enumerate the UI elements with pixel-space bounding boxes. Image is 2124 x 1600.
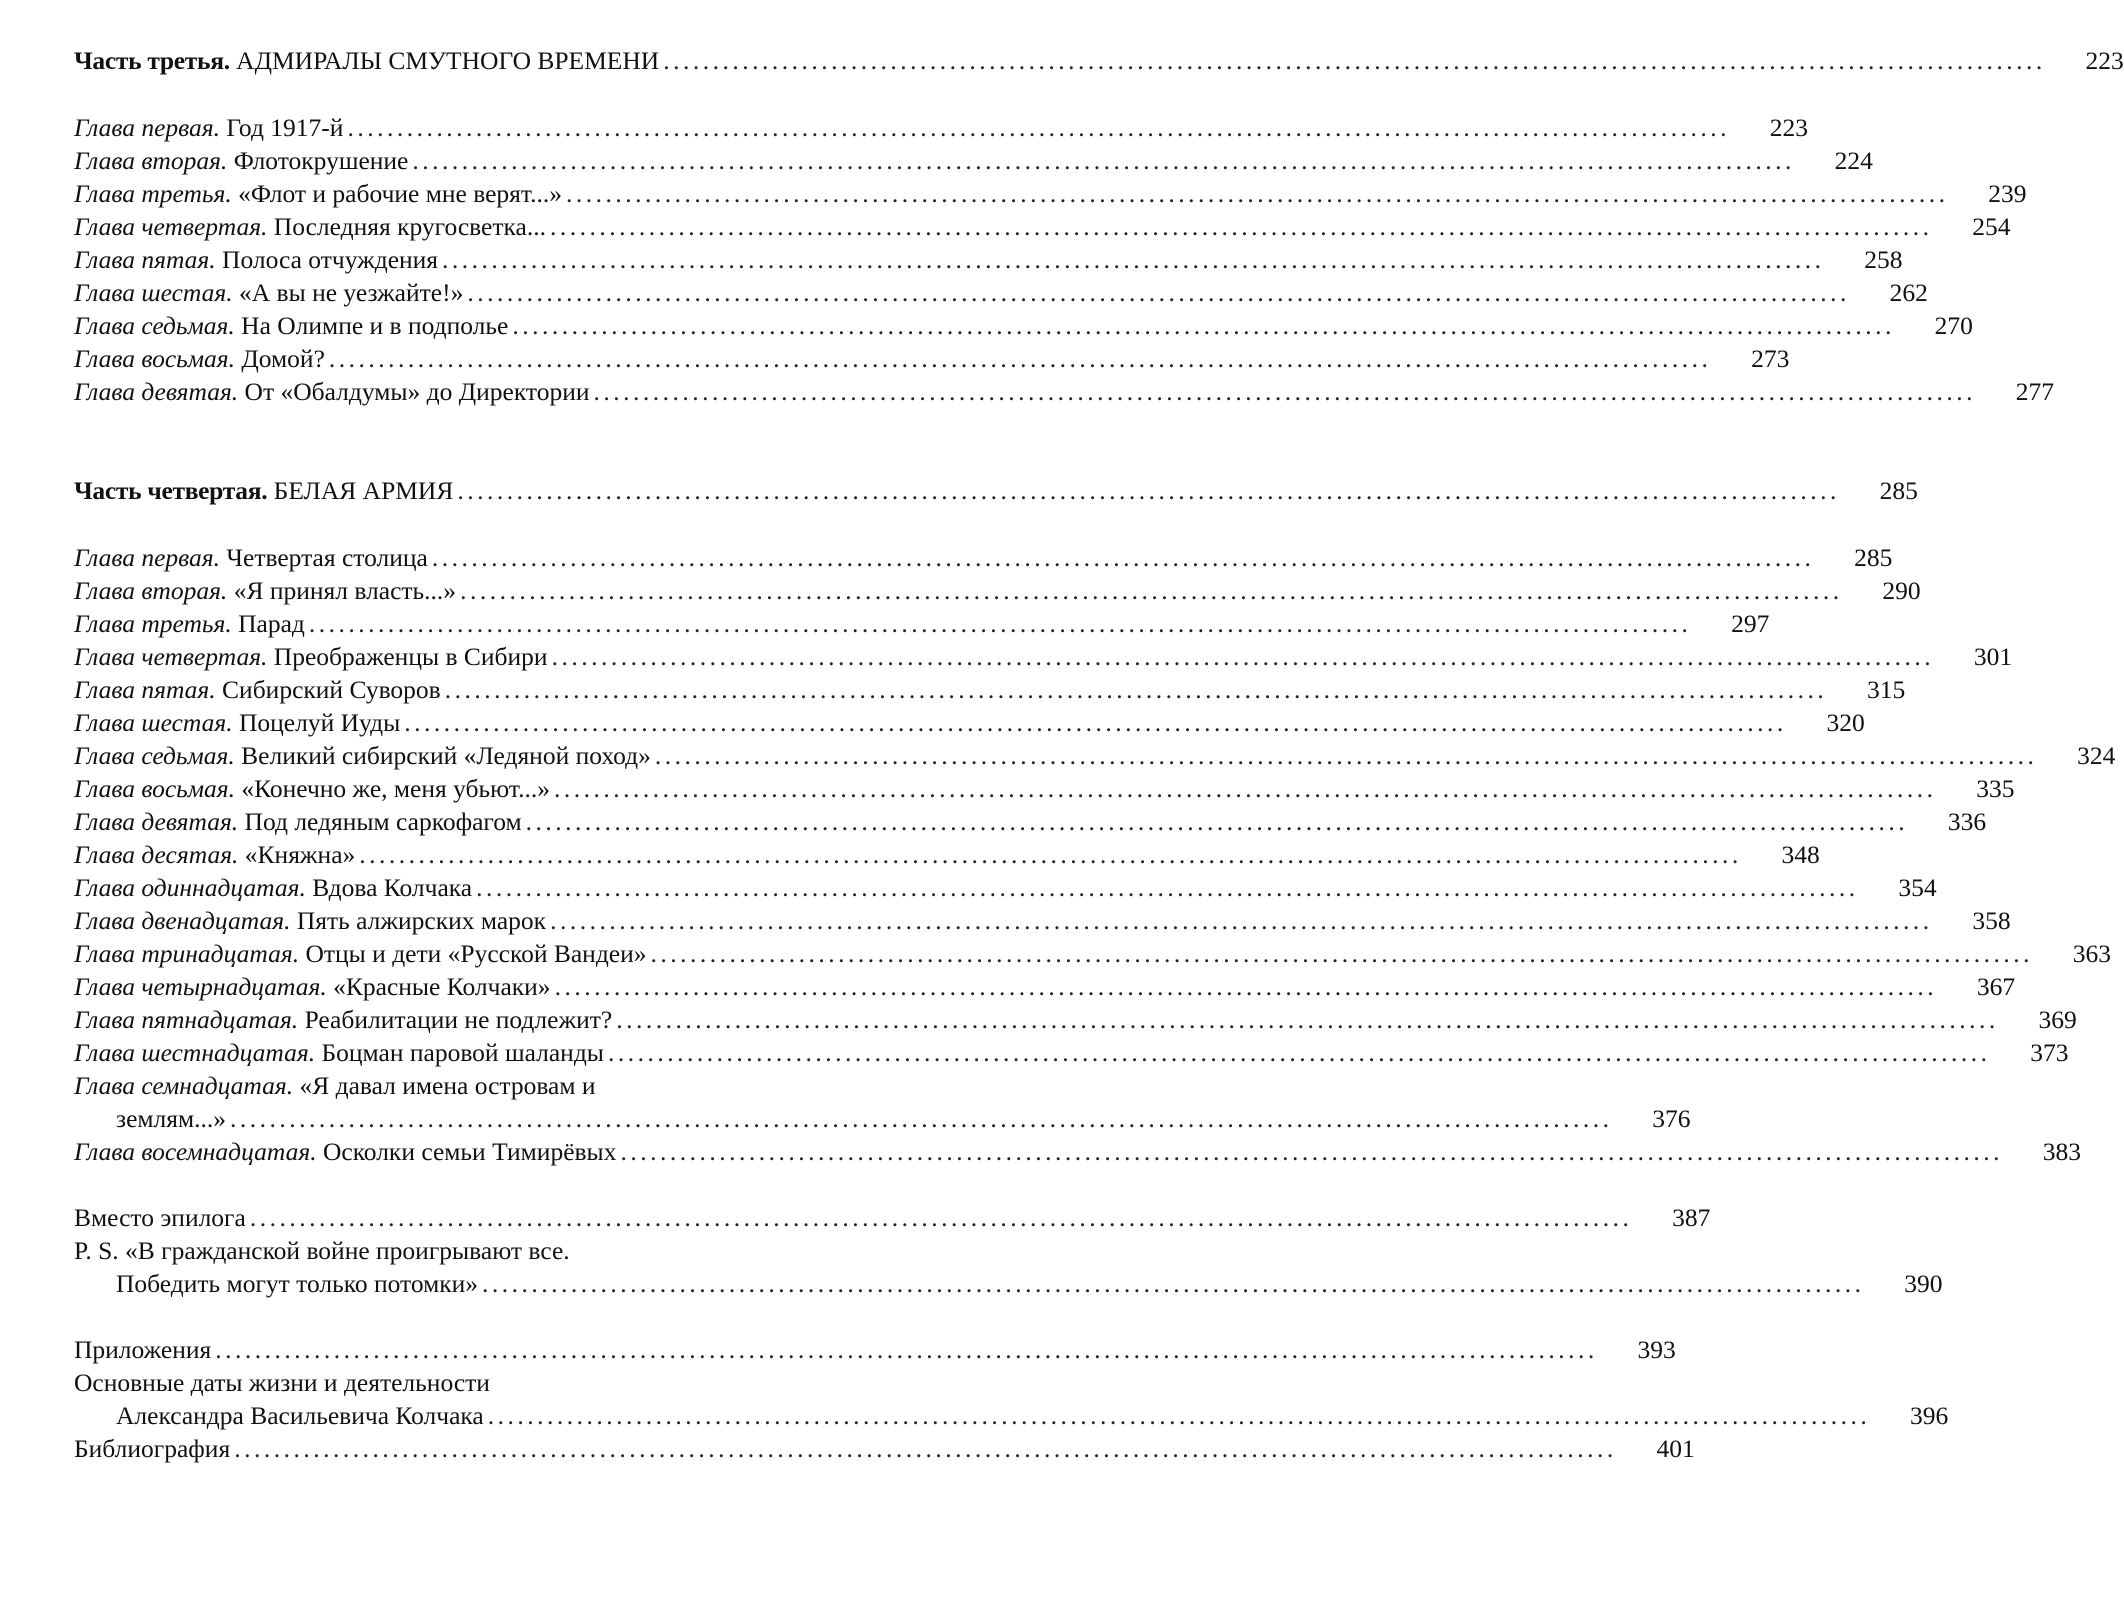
page-number: 285 bbox=[1854, 543, 1893, 572]
dot-leader: ............................................................................................................................................ bbox=[553, 774, 1937, 803]
toc-chapter-row[interactable] bbox=[74, 970, 2016, 1003]
dot-leader: ............................................................................................................................................ bbox=[551, 642, 1935, 671]
chapter-label: Глава третья. bbox=[74, 179, 232, 208]
toc-dates-row-continuation[interactable] bbox=[74, 1399, 1949, 1432]
dot-leader: ............................................................................................................................................ bbox=[525, 807, 1909, 836]
page-number: 367 bbox=[1976, 972, 2016, 1001]
chapter-title: «Красные Колчаки» bbox=[326, 972, 551, 1001]
chapter-label: Глава пятнадцатая. bbox=[74, 1005, 299, 1034]
chapter-title: «А вы не уезжайте!» bbox=[232, 278, 464, 307]
chapter-title: Полоса отчуждения bbox=[215, 245, 439, 274]
dot-leader: ............................................................................................................................................ bbox=[554, 972, 1938, 1001]
chapter-label: Глава девятая. bbox=[74, 807, 239, 836]
chapter-title: Под ледяным саркофагом bbox=[238, 807, 522, 836]
ps-title: P. S. «В гражданской войне проигрывают все. bbox=[74, 1236, 570, 1265]
page-number: 224 bbox=[1834, 146, 1873, 175]
ps-title-continuation: Победить могут только потомки» bbox=[116, 1269, 479, 1298]
page-number: 301 bbox=[1973, 642, 2013, 671]
table-of-contents bbox=[74, 44, 2124, 1465]
chapter-label: Глава пятая. bbox=[74, 245, 216, 274]
chapter-title: «Я давал имена островам и bbox=[293, 1071, 596, 1100]
part-label: Часть третья. bbox=[74, 46, 230, 75]
dot-leader: ............................................................................................................................................ bbox=[404, 708, 1787, 737]
page-number: 336 bbox=[1947, 807, 1987, 836]
chapter-label: Глава восьмая. bbox=[74, 774, 236, 803]
dot-leader: ............................................................................................................................................ bbox=[442, 245, 1825, 274]
page-number: 270 bbox=[1934, 311, 1973, 340]
dot-leader: ............................................................................................................................................ bbox=[512, 311, 1895, 340]
dot-leader: ............................................................................................................................................ bbox=[650, 939, 2034, 968]
chapter-title: Сибирский Суворов bbox=[215, 675, 441, 704]
chapter-label: Глава десятая. bbox=[74, 840, 239, 869]
toc-chapter-row[interactable] bbox=[74, 871, 1937, 904]
chapter-label: Глава третья. bbox=[74, 609, 232, 638]
chapter-label: Глава четвертая. bbox=[74, 642, 268, 671]
toc-chapter-row[interactable] bbox=[74, 309, 1973, 342]
chapter-label: Глава седьмая. bbox=[74, 311, 235, 340]
chapter-title: Великий сибирский «Ледяной поход» bbox=[234, 741, 651, 770]
chapter-label: Глава одиннадцатая. bbox=[74, 873, 306, 902]
dot-leader: ............................................................................................................................................ bbox=[460, 576, 1843, 605]
chapter-label: Глава четвертая. bbox=[74, 212, 268, 241]
chapter-label: Глава седьмая. bbox=[74, 741, 235, 770]
chapter-label: Глава двенадцатая. bbox=[74, 906, 291, 935]
chapter-title: Вдова Колчака bbox=[305, 873, 473, 902]
part-label: Часть четвертая. bbox=[74, 476, 268, 505]
toc-chapter-row[interactable] bbox=[74, 805, 1987, 838]
page-number: 396 bbox=[1909, 1401, 1949, 1430]
chapter-label: Глава семнадцатая. bbox=[74, 1071, 294, 1100]
page-number: 369 bbox=[2038, 1005, 2077, 1034]
chapter-label: Глава вторая. bbox=[74, 146, 228, 175]
dot-leader: ............................................................................................................................................ bbox=[347, 113, 1730, 142]
dates-title: Основные даты жизни и деятельности bbox=[74, 1368, 490, 1397]
dot-leader: ............................................................................................................................................ bbox=[215, 1335, 1598, 1364]
chapter-label: Глава тринадцатая. bbox=[74, 939, 300, 968]
toc-chapter-row[interactable] bbox=[74, 1135, 2081, 1168]
page-number: 335 bbox=[1976, 774, 2015, 803]
toc-dates-row-first-line[interactable] bbox=[74, 1366, 904, 1399]
dot-leader: ............................................................................................................................................ bbox=[550, 906, 1933, 935]
toc-chapter-row[interactable] bbox=[74, 640, 2013, 673]
page-number: 290 bbox=[1882, 576, 1921, 605]
page-number: 239 bbox=[1988, 179, 2027, 208]
page-number: 277 bbox=[2015, 377, 2055, 406]
dot-leader: ............................................................................................................................................ bbox=[328, 344, 1712, 373]
dates-title-continuation: Александра Васильевича Колчака bbox=[116, 1401, 484, 1430]
page-number: 297 bbox=[1731, 609, 1770, 638]
toc-chapter-row[interactable] bbox=[74, 243, 1903, 276]
toc-part-chapters bbox=[74, 541, 2116, 1168]
dot-leader: ............................................................................................................................................ bbox=[467, 278, 1850, 307]
dot-leader: ............................................................................................................................................ bbox=[359, 840, 1742, 869]
chapter-label: Глава девятая. bbox=[74, 377, 239, 406]
chapter-title: Флотокрушение bbox=[227, 146, 409, 175]
toc-chapter-row[interactable] bbox=[74, 673, 1906, 706]
page-number: 393 bbox=[1637, 1335, 1676, 1364]
page-number: 387 bbox=[1672, 1203, 1711, 1232]
chapter-title: «Конечно же, меня убьют...» bbox=[235, 774, 550, 803]
dot-leader: ............................................................................................................................................ bbox=[308, 609, 1692, 638]
page-number: 258 bbox=[1864, 245, 1903, 274]
chapter-label: Глава восемнадцатая. bbox=[74, 1137, 317, 1166]
toc-chapter-row[interactable] bbox=[74, 177, 2027, 210]
page-number: 383 bbox=[2042, 1137, 2081, 1166]
epilogue-title: Вместо эпилога bbox=[74, 1203, 246, 1232]
toc-bibliography-row[interactable] bbox=[74, 1432, 1695, 1465]
bibliography-title: Библиография bbox=[74, 1434, 231, 1463]
toc-part-heading[interactable] bbox=[74, 474, 1918, 507]
toc-chapter-row[interactable] bbox=[74, 144, 1873, 177]
toc-chapter-row[interactable] bbox=[74, 1003, 2077, 1036]
dot-leader: ............................................................................................................................................ bbox=[476, 873, 1859, 902]
page-number: 354 bbox=[1898, 873, 1937, 902]
dot-leader: ............................................................................................................................................ bbox=[654, 741, 2038, 770]
chapter-title: «Флот и рабочие мне верят...» bbox=[231, 179, 562, 208]
page-number: 390 bbox=[1904, 1269, 1943, 1298]
dot-leader: ............................................................................................................................................ bbox=[593, 377, 1977, 406]
chapter-label: Глава восьмая. bbox=[74, 344, 236, 373]
dot-leader: ............................................................................................................................................ bbox=[566, 179, 1949, 208]
toc-chapter-row[interactable] bbox=[74, 574, 1921, 607]
toc-ps-row-first-line[interactable] bbox=[74, 1234, 904, 1267]
chapter-title: Преображенцы в Сибири bbox=[267, 642, 548, 671]
toc-chapter-row[interactable] bbox=[74, 541, 1893, 574]
dot-leader: ............................................................................................................................................ bbox=[620, 1137, 2003, 1166]
chapter-label: Глава шестая. bbox=[74, 708, 233, 737]
chapter-label: Глава пятая. bbox=[74, 675, 216, 704]
toc-appendix-section bbox=[74, 1333, 1949, 1465]
page-number: 273 bbox=[1751, 344, 1790, 373]
page-number: 262 bbox=[1889, 278, 1928, 307]
toc-chapter-row[interactable] bbox=[74, 739, 2116, 772]
page-number: 223 bbox=[2085, 46, 2124, 75]
toc-ps-row-continuation[interactable] bbox=[74, 1267, 1943, 1300]
toc-chapter-row[interactable] bbox=[74, 937, 2112, 970]
dot-leader: ............................................................................................................................................ bbox=[549, 212, 1933, 241]
chapter-title: «Княжна» bbox=[238, 840, 356, 869]
chapter-label: Глава четырнадцатая. bbox=[74, 972, 327, 1001]
chapter-label: Глава первая. bbox=[74, 543, 221, 572]
chapter-title: Парад bbox=[231, 609, 305, 638]
page-number: 348 bbox=[1781, 840, 1820, 869]
chapter-title-continuation: землям...» bbox=[116, 1104, 226, 1133]
page-number: 315 bbox=[1866, 675, 1906, 704]
page-number: 320 bbox=[1826, 708, 1865, 737]
dot-leader: ............................................................................................................................................ bbox=[234, 1434, 1617, 1463]
chapter-title: Домой? bbox=[235, 344, 325, 373]
toc-chapter-row[interactable] bbox=[74, 607, 1770, 640]
page-number: 376 bbox=[1652, 1104, 1691, 1133]
chapter-title: Последняя кругосветка... bbox=[267, 212, 546, 241]
dot-leader: ............................................................................................................................................ bbox=[444, 675, 1828, 704]
toc-chapter-row[interactable] bbox=[74, 276, 1928, 309]
toc-chapter-row-first-line[interactable] bbox=[74, 1069, 904, 1102]
toc-chapter-row[interactable] bbox=[74, 111, 1808, 144]
page-number: 373 bbox=[2030, 1038, 2069, 1067]
chapter-title: От «Обалдумы» до Директории bbox=[238, 377, 590, 406]
dot-leader: ............................................................................................................................................ bbox=[607, 1038, 1991, 1067]
toc-chapter-row-continuation[interactable] bbox=[74, 1102, 1691, 1135]
chapter-title: Год 1917-й bbox=[220, 113, 344, 142]
toc-part-chapters bbox=[74, 111, 2055, 408]
page-number: 285 bbox=[1879, 476, 1918, 505]
chapter-label: Глава первая. bbox=[74, 113, 221, 142]
chapter-title: Поцелуй Иуды bbox=[232, 708, 401, 737]
toc-chapter-row[interactable] bbox=[74, 375, 2055, 408]
dot-leader: ............................................................................................................................................ bbox=[487, 1401, 1871, 1430]
chapter-label: Глава шестнадцатая. bbox=[74, 1038, 316, 1067]
dot-leader: ............................................................................................................................................ bbox=[230, 1104, 1613, 1133]
toc-chapter-row[interactable] bbox=[74, 904, 2011, 937]
toc-chapter-row[interactable] bbox=[74, 342, 1790, 375]
page-number: 324 bbox=[2077, 741, 2116, 770]
dot-leader: ............................................................................................................................................ bbox=[616, 1005, 1999, 1034]
chapter-title: Отцы и дети «Русской Вандеи» bbox=[299, 939, 647, 968]
chapter-title: Четвертая столица bbox=[220, 543, 428, 572]
chapter-title: Осколки семьи Тимирёвых bbox=[316, 1137, 617, 1166]
toc-chapter-row[interactable] bbox=[74, 1036, 2069, 1069]
toc-epilogue-section bbox=[74, 1201, 1943, 1300]
dot-leader: ............................................................................................................................................ bbox=[457, 476, 1840, 505]
chapter-title: Боцман паровой шаланды bbox=[315, 1038, 604, 1067]
chapter-title: «Я принял власть...» bbox=[227, 576, 457, 605]
dot-leader: ............................................................................................................................................ bbox=[412, 146, 1795, 175]
dot-leader: ............................................................................................................................................ bbox=[482, 1269, 1865, 1298]
chapter-title: Реабилитации не подлежит? bbox=[298, 1005, 613, 1034]
chapter-label: Глава шестая. bbox=[74, 278, 233, 307]
chapter-title: На Олимпе и в подполье bbox=[234, 311, 509, 340]
dot-leader: ............................................................................................................................................ bbox=[663, 46, 2046, 75]
part-title: АДМИРАЛЫ СМУТНОГО ВРЕМЕНИ bbox=[229, 46, 660, 75]
page-number: 254 bbox=[1972, 212, 2011, 241]
toc-appendix-row[interactable] bbox=[74, 1333, 1676, 1366]
toc-chapter-row[interactable] bbox=[74, 772, 2015, 805]
page-number: 223 bbox=[1769, 113, 1808, 142]
toc-part-heading[interactable] bbox=[74, 44, 2124, 77]
page-number: 358 bbox=[1972, 906, 2011, 935]
toc-chapter-row[interactable] bbox=[74, 210, 2011, 243]
toc-chapter-row[interactable] bbox=[74, 706, 1865, 739]
toc-epilogue-row[interactable] bbox=[74, 1201, 1711, 1234]
part-title: БЕЛАЯ АРМИЯ bbox=[267, 476, 454, 505]
dot-leader: ............................................................................................................................................ bbox=[431, 543, 1815, 572]
chapter-label: Глава вторая. bbox=[74, 576, 228, 605]
toc-chapter-row[interactable] bbox=[74, 838, 1820, 871]
dot-leader: ............................................................................................................................................ bbox=[249, 1203, 1633, 1232]
appendix-title: Приложения bbox=[74, 1335, 212, 1364]
page-number: 363 bbox=[2072, 939, 2112, 968]
page-number: 401 bbox=[1656, 1434, 1695, 1463]
chapter-title: Пять алжирских марок bbox=[290, 906, 547, 935]
